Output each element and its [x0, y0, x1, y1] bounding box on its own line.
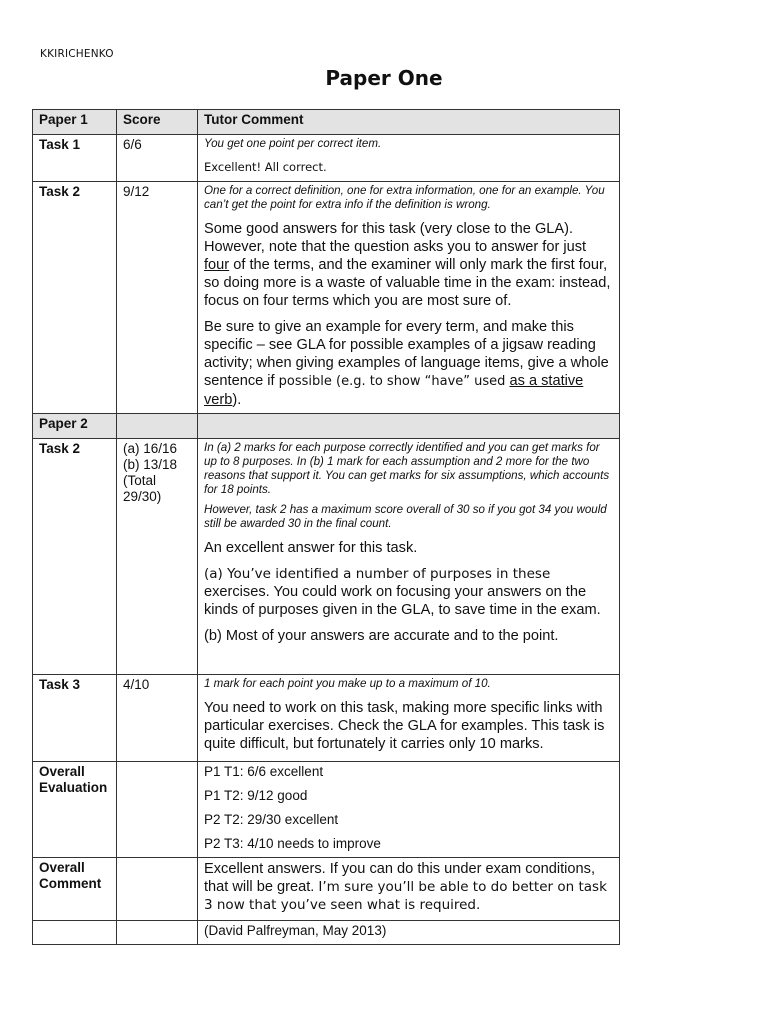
- comment-cell: [198, 675, 620, 762]
- score-value: 9/12: [117, 182, 198, 414]
- comment-text: possible (e.g. to show “have” used: [278, 374, 506, 389]
- empty-cell: [117, 414, 198, 439]
- tutor-comment: Excellent! All correct.: [204, 160, 327, 174]
- task-label: Task 1: [33, 135, 117, 182]
- comment-text: (a) You’ve identified a number of purposes in these: [204, 566, 551, 582]
- tutor-comment: (b) Most of your answers are accurate and to the point.: [204, 628, 559, 644]
- table-row: [33, 921, 620, 945]
- row-label: [33, 858, 117, 921]
- table-row: [33, 762, 620, 858]
- label-line: Overall: [39, 860, 85, 875]
- marking-note: One for a correct definition, one for extra information, one for an example. You can’t get the point for extra info if the definition is wrong.: [204, 184, 605, 211]
- task-label: Task 2: [33, 182, 117, 414]
- comment-text: Excellent answers. If you can do this under exam conditions, that will be great.: [204, 861, 595, 895]
- comment-cell: [198, 439, 620, 675]
- score-value: 6/6: [117, 135, 198, 182]
- underlined-text: as a stative verb: [204, 373, 584, 408]
- table-row: [33, 858, 620, 921]
- paper2-header-row: [33, 414, 620, 439]
- marking-note: However, task 2 has a maximum score overall of 30 so if you got 34 you would still be awarded 30 in the final count.: [204, 503, 607, 530]
- tutor-comment: [204, 860, 613, 914]
- header-tutor-comment: Tutor Comment: [198, 110, 620, 135]
- marking-note: You get one point per correct item.: [204, 137, 382, 150]
- score-line: (a) 16/16: [123, 441, 178, 456]
- label-line: Comment: [39, 876, 102, 891]
- tutor-comment: [204, 220, 613, 310]
- comment-text: of the terms, and the examiner will only mark the first four, so doing more is a waste of valuable time in the exam: instead, focus on four terms which you are most sure of.: [204, 257, 611, 309]
- page-title: Paper One: [325, 66, 443, 90]
- marking-note: 1 mark for each point you make up to a maximum of 10.: [204, 677, 491, 690]
- comment-text: I’m sure you’ll be able to do better on task 3 now that you’ve seen what is required.: [204, 879, 607, 913]
- table-header-row: [33, 110, 620, 135]
- evaluation-cell: [198, 762, 620, 858]
- score-table: [32, 109, 620, 945]
- marking-note: In (a) 2 marks for each purpose correctly identified and you can get marks for up to 8 purposes. In (b) 1 mark for each assumption and 2 more for the two reasons that support it. You can get marks for six assumptions, which accounts for 18 points.: [204, 441, 610, 496]
- empty-cell: [33, 921, 117, 945]
- tutor-comment: [204, 318, 613, 409]
- table-row: [33, 439, 620, 675]
- score-line: 29/30): [123, 489, 162, 504]
- tutor-comment: You need to work on this task, making more specific links with particular exercises. Check the GLA for examples. This task is quite difficult, but fortunately it carries only 10 marks.: [204, 700, 605, 752]
- row-label: [33, 762, 117, 858]
- score-value: 4/10: [117, 675, 198, 762]
- evaluation-line: P1 T1: 6/6 excellent: [204, 764, 324, 779]
- empty-cell: [117, 762, 198, 858]
- comment-cell: [198, 135, 620, 182]
- score-line: (Total: [123, 473, 157, 488]
- comment-cell: [198, 182, 620, 414]
- task-label: Task 3: [33, 675, 117, 762]
- task-label: Task 2: [33, 439, 117, 675]
- comment-text: Be sure to give an example for every term, and make this specific – see GLA for possible examples of a jigsaw reading activity; when giving examples of language items, give a whole sentence if: [204, 319, 609, 389]
- header-paper1: Paper 1: [33, 110, 117, 135]
- signature: (David Palfreyman, May 2013): [198, 921, 620, 945]
- evaluation-line: P2 T3: 4/10 needs to improve: [204, 836, 381, 851]
- label-line: Evaluation: [39, 780, 108, 795]
- table-row: [33, 182, 620, 414]
- tutor-comment: An excellent answer for this task.: [204, 540, 418, 556]
- empty-cell: [198, 414, 620, 439]
- comment-cell: [198, 858, 620, 921]
- comment-text: Some good answers for this task (very close to the GLA). However, note that the question asks you to answer for just: [204, 221, 587, 255]
- score-line: (b) 13/18: [123, 457, 178, 472]
- empty-cell: [117, 921, 198, 945]
- label-line: Overall: [39, 764, 85, 779]
- score-value: [117, 439, 198, 675]
- header-score: Score: [117, 110, 198, 135]
- empty-cell: [117, 858, 198, 921]
- evaluation-line: P2 T2: 29/30 excellent: [204, 812, 339, 827]
- tutor-comment: [204, 565, 613, 619]
- header-paper2: Paper 2: [33, 414, 117, 439]
- comment-text: exercises. You could work on focusing your answers on the kinds of purposes given in the GLA, to save time in the exam.: [204, 584, 601, 618]
- evaluation-line: P1 T2: 9/12 good: [204, 788, 308, 803]
- comment-text: ).: [232, 392, 242, 408]
- author-name: KKIRICHENKO: [40, 48, 114, 60]
- table-row: [33, 675, 620, 762]
- table-row: [33, 135, 620, 182]
- underlined-text: four: [204, 257, 230, 273]
